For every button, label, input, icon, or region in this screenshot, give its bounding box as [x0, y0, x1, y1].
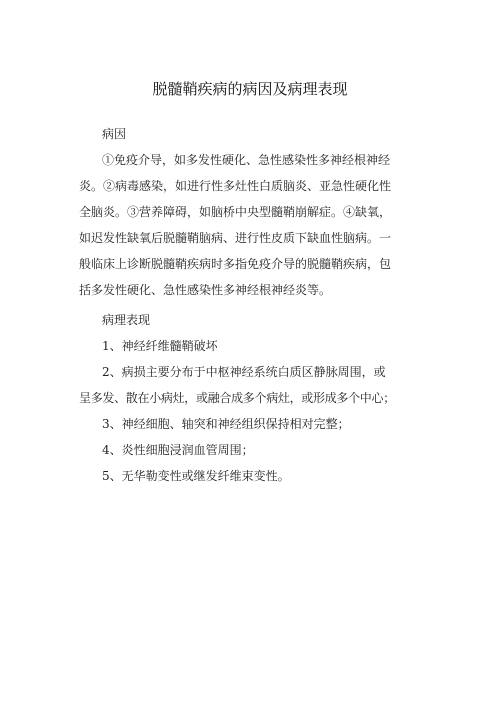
pathology-heading: 病理表现	[102, 313, 151, 327]
pathology-item: 4、炎性细胞浸润血管周围；	[102, 443, 254, 457]
etiology-line: 如迟发性缺氧后脱髓鞘脑病、进行性皮质下缺血性脑病。一	[79, 231, 392, 245]
document-title: 脱髓鞘疾病的病因及病理表现	[152, 80, 348, 98]
etiology-line: ①免疫介导，如多发性硬化、急性感染性多神经根神经	[102, 153, 391, 167]
pathology-item: 5、无华勒变性或继发纤维束变性。	[102, 469, 290, 483]
pathology-item: 3、神经细胞、轴突和神经组织保持相对完整；	[102, 417, 350, 431]
pathology-item: 2、病损主要分布于中枢神经系统白质区静脉周围，或	[102, 365, 386, 379]
etiology-line: 括多发性硬化、急性感染性多神经根神经炎等。	[79, 283, 332, 297]
etiology-line: 炎。②病毒感染，如进行性多灶性白质脑炎、亚急性硬化性	[79, 179, 392, 193]
pathology-item-continuation: 呈多发、散在小病灶，或融合成多个病灶，或形成多个中心；	[79, 391, 395, 405]
pathology-item: 1、神经纤维髓鞘破坏	[102, 339, 218, 353]
etiology-line: 全脑炎。③营养障碍，如脑桥中央型髓鞘崩解症。④缺氧，	[79, 205, 392, 219]
etiology-heading: 病因	[102, 127, 127, 141]
etiology-line: 般临床上诊断脱髓鞘疾病时多指免疫介导的脱髓鞘疾病，包	[79, 257, 392, 271]
